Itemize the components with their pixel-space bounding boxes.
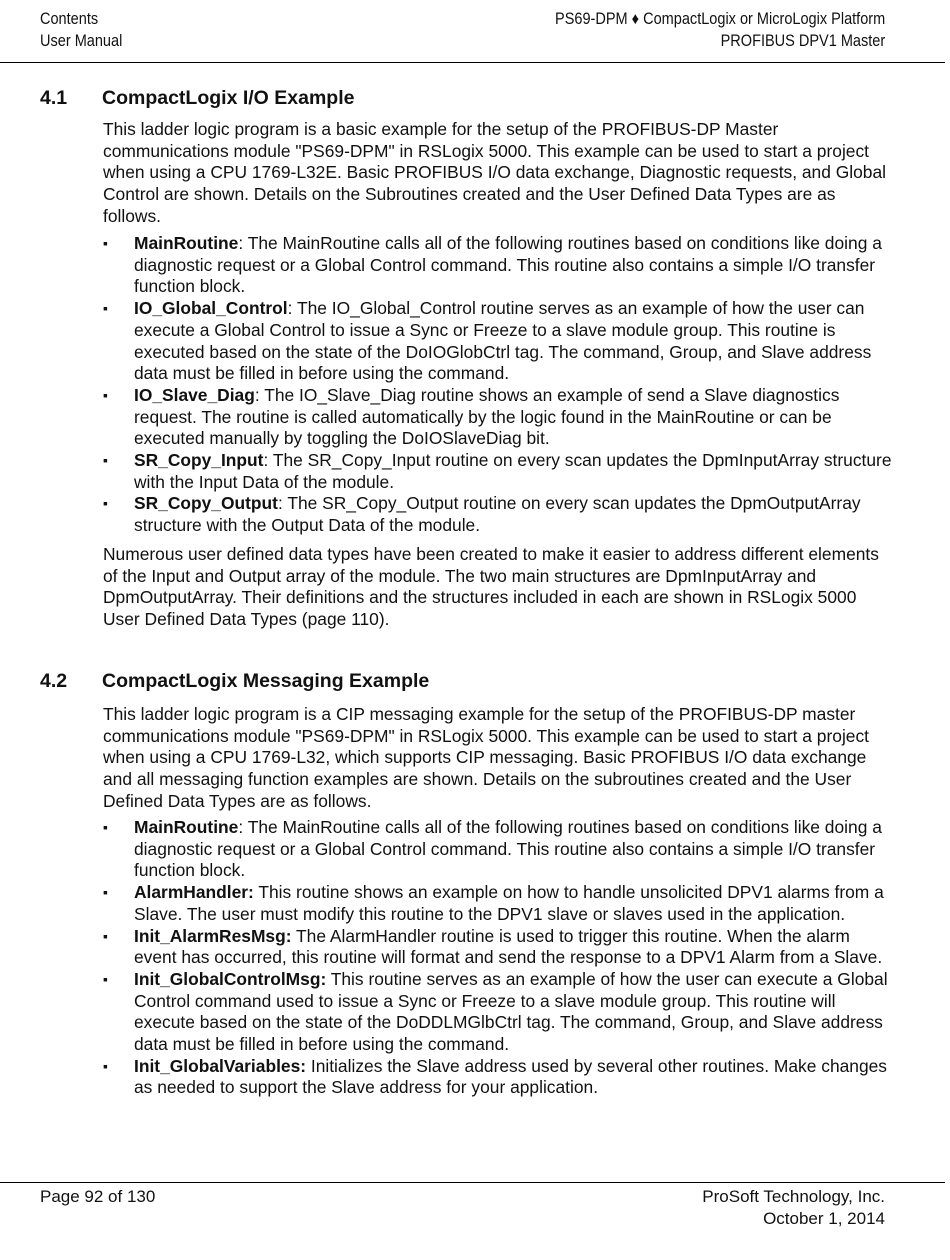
bullet-icon: ▪ bbox=[103, 927, 108, 944]
list-item-text: : The MainRoutine calls all of the following routines based on conditions like doing a diagnostic request or a Global Control command. This routine also contains a simple I/O transfer function block. bbox=[134, 233, 882, 297]
bullet-icon: ▪ bbox=[103, 1057, 108, 1074]
footer-date: October 1, 2014 bbox=[763, 1209, 885, 1228]
page-header bbox=[40, 8, 885, 52]
bullet-icon: ▪ bbox=[103, 235, 108, 251]
list-item-term: SR_Copy_Input bbox=[134, 450, 264, 471]
list-item-text: : The SR_Copy_Input routine on every scan updates the DpmInputArray structure with the Input Data of the module. bbox=[134, 450, 892, 492]
section-number: 4.1 bbox=[40, 87, 68, 109]
section-title: CompactLogix Messaging Example bbox=[102, 670, 430, 692]
list-item-term: SR_Copy_Output bbox=[134, 493, 278, 514]
header-right bbox=[555, 8, 885, 52]
list-item-text: The AlarmHandler routine is used to trigger this routine. When the alarm event has occurred, this routine will format and send the response to a DPV1 Alarm from a Slave. bbox=[134, 925, 883, 968]
bullet-icon: ▪ bbox=[103, 819, 108, 835]
list-item bbox=[103, 926, 893, 969]
section-title: CompactLogix I/O Example bbox=[102, 87, 355, 109]
list-item bbox=[103, 882, 893, 925]
section-4-1-bullet-list bbox=[103, 233, 893, 537]
list-item-term: IO_Global_Control bbox=[134, 298, 288, 319]
bullet-icon: ▪ bbox=[103, 495, 108, 512]
footer-right bbox=[702, 1186, 885, 1230]
footer-page-number: Page 92 of 130 bbox=[40, 1187, 156, 1206]
list-item-text: This routine serves as an example of how the user can execute a Global Control command used to issue a Sync or Freeze to a slave module group. This routine will execute based on the state of the DoDDLMGlbCtrl tag. The command, Group, and Slave address data must be filled in before using the command. bbox=[134, 968, 888, 1055]
header-product-subtitle: PROFIBUS DPV1 Master bbox=[720, 32, 885, 50]
list-item bbox=[103, 298, 893, 385]
bullet-icon: ▪ bbox=[103, 452, 108, 469]
section-4-2-bullet-list bbox=[103, 817, 893, 1099]
list-item-term: Init_GlobalControlMsg: bbox=[134, 968, 327, 989]
list-item-term: MainRoutine bbox=[134, 817, 239, 837]
section-4-1-intro bbox=[103, 119, 893, 228]
list-item bbox=[103, 969, 893, 1056]
list-item-text: : The SR_Copy_Output routine on every scan updates the DpmOutputArray structure with the Output Data of the module. bbox=[134, 493, 861, 536]
list-item bbox=[103, 1056, 893, 1099]
list-item-text: This routine shows an example on how to handle unsolicited DPV1 alarms from a Slave. The user must modify this routine to the DPV1 slave or slaves used in the application. bbox=[134, 882, 884, 924]
list-item bbox=[103, 817, 893, 882]
list-item bbox=[103, 233, 893, 298]
header-contents-label: Contents bbox=[40, 10, 99, 28]
header-manual-label: User Manual bbox=[40, 32, 123, 50]
footer-company: ProSoft Technology, Inc. bbox=[702, 1187, 885, 1206]
list-item-term: AlarmHandler: bbox=[134, 882, 254, 903]
section-4-2-intro bbox=[103, 704, 893, 813]
list-item-text: : The IO_Global_Control routine serves as an example of how the user can execute a Global Control to issue a Sync or Freeze to a slave module group. This routine is executed based on the state of the DoIOGlobCtrl tag. The command, Group, and Slave address data must be filled in before using the command. bbox=[134, 298, 872, 384]
list-item bbox=[103, 385, 893, 450]
list-item-term: IO_Slave_Diag bbox=[134, 384, 255, 405]
footer-divider bbox=[0, 1182, 945, 1183]
bullet-icon: ▪ bbox=[103, 884, 108, 901]
paragraph: This ladder logic program is a CIP messaging example for the setup of the PROFIBUS-DP master communications module "PS69-DPM" in RSLogix 5000. This example can be used to start a project when using a CPU 1769-L32, which supports CIP messaging. Basic PROFIBUS I/O data exchange and all messaging function examples are shown. Details on the subroutines created and the User Defined Data Types are as follows. bbox=[103, 704, 870, 811]
list-item-text: Initializes the Slave address used by several other routines. Make changes as needed to support the Slave address for your application. bbox=[134, 1055, 888, 1098]
list-item bbox=[103, 493, 893, 536]
list-item-term: MainRoutine bbox=[134, 233, 239, 253]
paragraph: Numerous user defined data types have been created to make it easier to address different elements of the Input and Output array of the module. The two main structures are DpmInputArray and DpmOutputArray. Their definitions and the structures included in each are shown in RSLogix 5000 User Defined Data Types (page 110). bbox=[103, 544, 879, 630]
paragraph: This ladder logic program is a basic example for the setup of the PROFIBUS-DP Master communications module "PS69-DPM" in RSLogix 5000. This example can be used to start a project when using a CPU 1769-L32E. Basic PROFIBUS I/O data exchange, Diagnostic requests, and Global Control are shown. Details on the Subroutines created and the User Defined Data Types are as follows. bbox=[103, 119, 887, 226]
list-item bbox=[103, 450, 893, 493]
section-heading-4-1 bbox=[40, 86, 354, 110]
list-item-text: : The IO_Slave_Diag routine shows an example of send a Slave diagnostics request. The routine is called automatically by the logic found in the MainRoutine or can be executed manually by toggling the DoIOSlaveDiag bit. bbox=[134, 384, 840, 449]
header-left bbox=[40, 8, 122, 52]
header-product-title: PS69-DPM ♦ CompactLogix or MicroLogix Platform bbox=[554, 10, 885, 28]
bullet-icon: ▪ bbox=[103, 386, 108, 403]
header-divider bbox=[0, 62, 945, 63]
bullet-icon: ▪ bbox=[103, 970, 108, 987]
section-heading-4-2 bbox=[40, 669, 429, 693]
list-item-term: Init_GlobalVariables: bbox=[134, 1055, 307, 1076]
section-4-1-outro bbox=[103, 544, 893, 631]
list-item-text: : The MainRoutine calls all of the following routines based on conditions like doing a diagnostic request or a Global Control command. This routine also contains a simple I/O transfer function block. bbox=[134, 817, 882, 881]
section-number: 4.2 bbox=[40, 670, 68, 692]
bullet-icon: ▪ bbox=[103, 300, 108, 317]
list-item-term: Init_AlarmResMsg: bbox=[134, 925, 292, 946]
